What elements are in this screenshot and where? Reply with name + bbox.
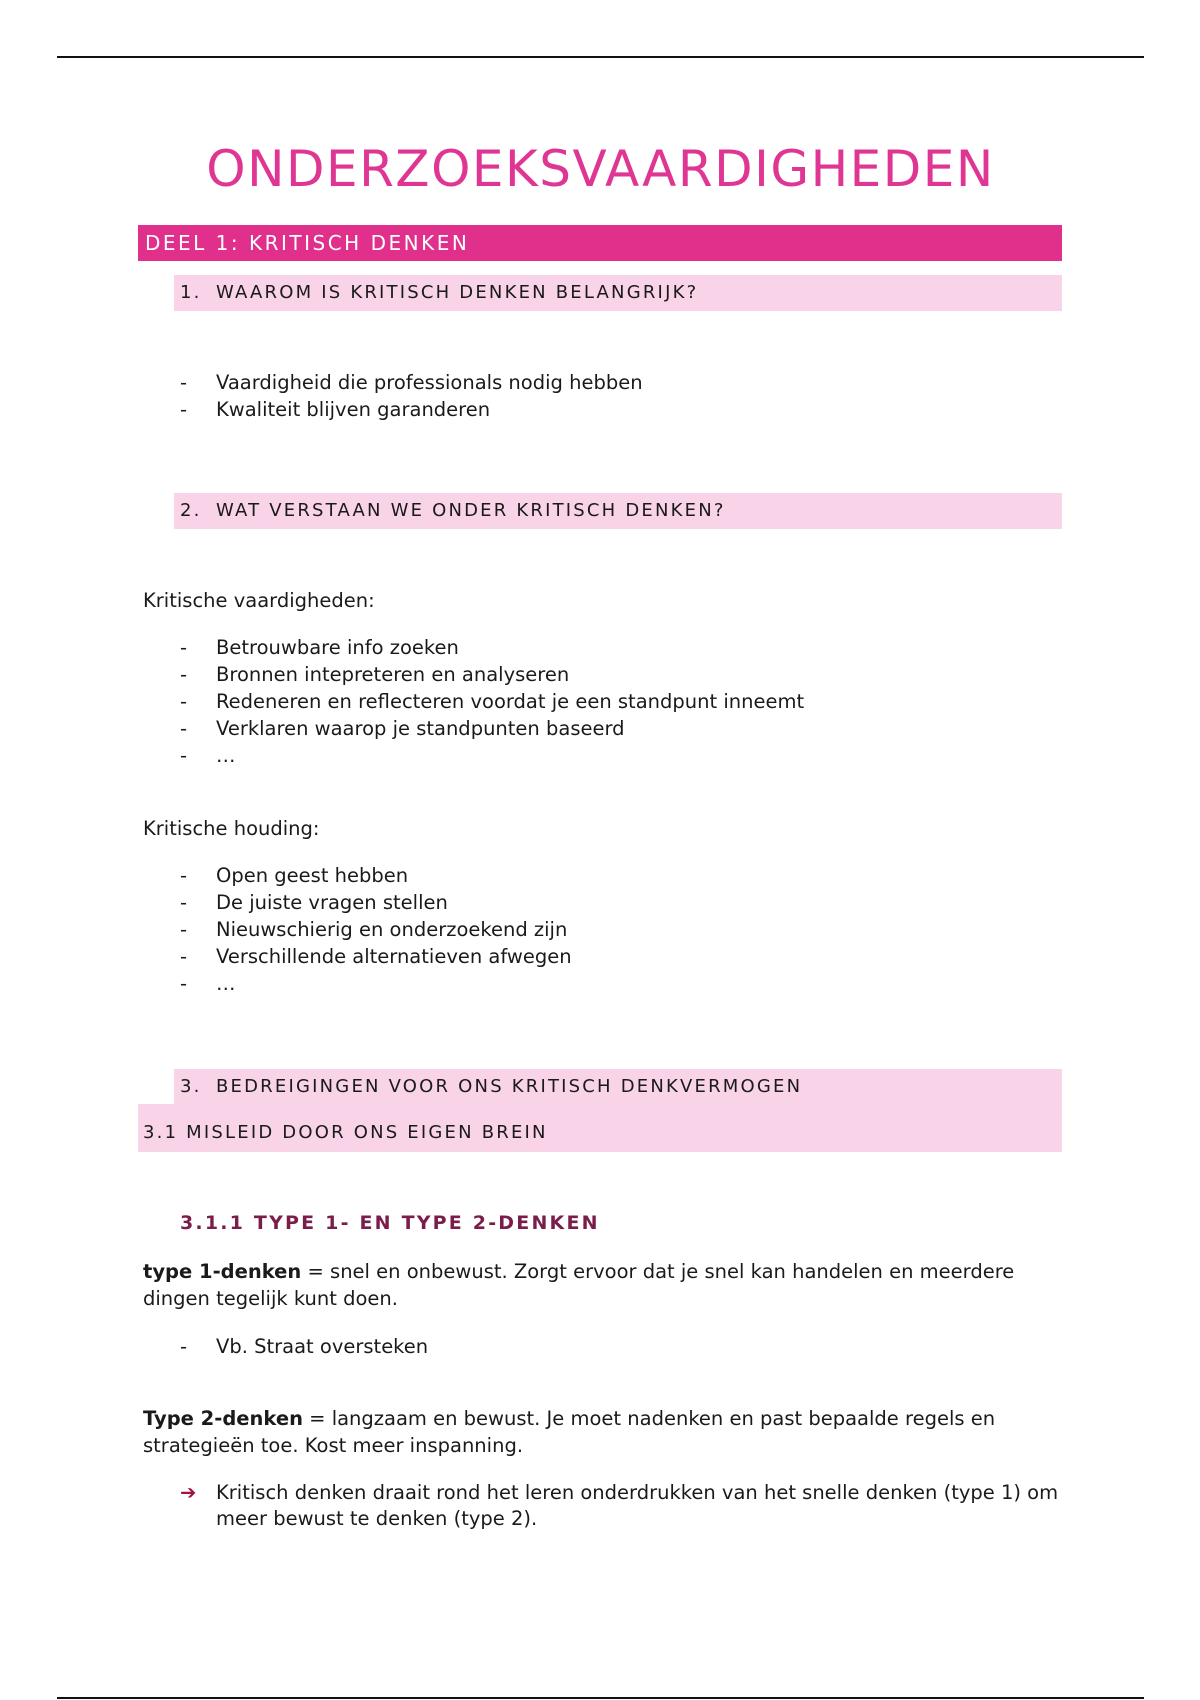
section-3-title: BEDREIGINGEN VOOR ONS KRITISCH DENKVERMOGEN — [216, 1076, 803, 1097]
section-3-heading — [174, 1069, 802, 1104]
footer-rule — [57, 1697, 1144, 1699]
section-2-number: 2. — [180, 500, 202, 521]
document-title: ONDERZOEKSVAARDIGHEDEN — [206, 140, 995, 198]
section-2-heading — [174, 493, 1062, 529]
type2-text: = langzaam en bewust. Je moet nadenken en past bepaalde regels en strategieën toe. Kost meer inspanning. — [143, 1407, 996, 1457]
list-item: - Verschillende alternatieven afwegen — [180, 945, 572, 968]
list-item: - De juiste vragen stellen — [180, 891, 448, 914]
arrow-icon: ➔ — [180, 1481, 197, 1504]
attitude-list — [180, 862, 572, 997]
type1-example-list — [180, 1333, 428, 1360]
list-item: - Nieuwschierig en onderzoekend zijn — [180, 918, 568, 941]
type1-text: = snel en onbewust. Zorgt ervoor dat je snel kan handelen en meerdere dingen tegelijk kunt doen. — [143, 1260, 1015, 1310]
list-item: - Vaardigheid die professionals nodig hebben — [180, 371, 643, 394]
subsection-3-1-1-heading: 3.1.1 TYPE 1- EN TYPE 2-DENKEN — [180, 1212, 600, 1234]
list-item: - Redeneren en reflecteren voordat je een standpunt inneemt — [180, 690, 805, 713]
subsection-3-1-heading: 3.1 MISLEID DOOR ONS EIGEN BREIN — [143, 1122, 548, 1143]
type2-term: Type 2-denken — [143, 1407, 303, 1430]
section-1-list — [180, 369, 643, 423]
list-item: - Verklaren waarop je standpunten baseerd — [180, 717, 625, 740]
conclusion-text: Kritisch denken draait rond het leren onderdrukken van het snelle denken (type 1) om meer bewust te denken (type 2). — [216, 1481, 1059, 1530]
list-item: - Open geest hebben — [180, 864, 409, 887]
list-item: - … — [180, 972, 236, 995]
section-2-title: WAT VERSTAAN WE ONDER KRITISCH DENKEN? — [216, 500, 726, 521]
attitude-label: Kritische houding: — [143, 817, 320, 840]
skills-label: Kritische vaardigheden: — [143, 589, 375, 612]
list-item: - … — [180, 744, 236, 767]
part-heading: DEEL 1: KRITISCH DENKEN — [138, 225, 1062, 261]
type1-term: type 1-denken — [143, 1260, 302, 1283]
list-item: - Kwaliteit blijven garanderen — [180, 398, 491, 421]
section-1-heading — [174, 275, 1062, 311]
list-item: - Betrouwbare info zoeken — [180, 636, 459, 659]
header-rule — [57, 56, 1144, 58]
conclusion-item — [180, 1480, 1070, 1532]
list-item: - Bronnen intepreteren en analyseren — [180, 663, 570, 686]
section-1-title: WAAROM IS KRITISCH DENKEN BELANGRIJK? — [216, 282, 699, 303]
type1-definition — [143, 1258, 1063, 1312]
section-1-number: 1. — [180, 282, 202, 303]
type2-definition — [143, 1405, 1063, 1459]
section-3-number: 3. — [180, 1076, 202, 1097]
skills-list — [180, 634, 804, 769]
list-item: - Vb. Straat oversteken — [180, 1335, 429, 1358]
